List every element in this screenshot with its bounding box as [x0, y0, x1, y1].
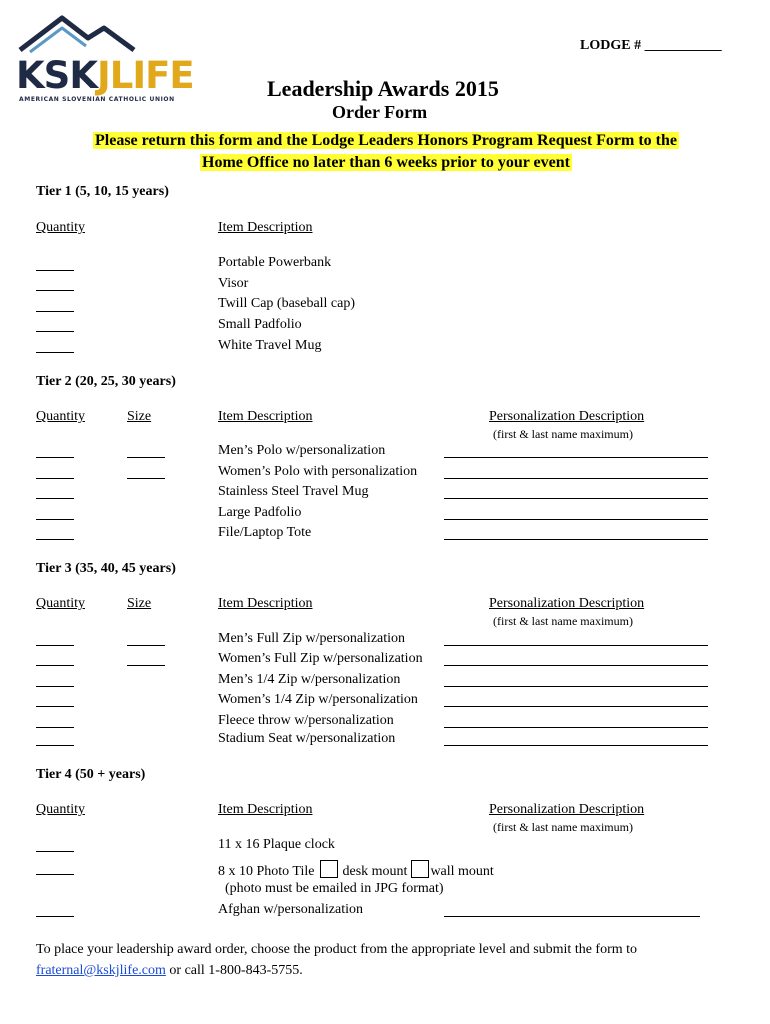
tier4-personalization-note: (first & last name maximum) — [493, 820, 633, 834]
item-label: Afghan w/personalization — [218, 902, 364, 917]
quantity-input[interactable] — [36, 653, 74, 666]
personalization-input[interactable] — [444, 904, 700, 917]
quantity-input[interactable] — [36, 445, 74, 458]
personalization-input[interactable] — [444, 466, 708, 479]
tier2-item-header: Item Description — [218, 409, 313, 424]
size-input[interactable] — [127, 633, 165, 646]
tier3-personalization-note: (first & last name maximum) — [493, 614, 633, 628]
tier2-personalization-note: (first & last name maximum) — [493, 427, 633, 441]
personalization-input[interactable] — [444, 733, 708, 746]
tier3-size-header: Size — [127, 596, 152, 611]
size-input[interactable] — [127, 445, 165, 458]
personalization-input[interactable] — [444, 694, 708, 707]
item-label: Stainless Steel Travel Mug — [218, 484, 369, 499]
personalization-input[interactable] — [444, 633, 708, 646]
email-link[interactable]: fraternal@kskjlife.com — [36, 963, 166, 978]
item-label: Women’s Full Zip w/personalization — [218, 651, 423, 666]
tier3-heading: Tier 3 (35, 40, 45 years) — [36, 561, 176, 576]
tier2-quantity-header: Quantity — [36, 409, 85, 424]
quantity-input[interactable] — [36, 507, 74, 520]
item-label: File/Laptop Tote — [218, 525, 312, 540]
item-label: Men’s Polo w/personalization — [218, 443, 386, 458]
item-label: 11 x 16 Plaque clock — [218, 837, 335, 852]
wall-mount-label: wall mount — [430, 864, 494, 879]
quantity-input[interactable] — [36, 839, 74, 852]
tier2-heading: Tier 2 (20, 25, 30 years) — [36, 374, 176, 389]
quantity-input[interactable] — [36, 674, 74, 687]
item-label: Women’s 1/4 Zip w/personalization — [218, 692, 418, 707]
quantity-input[interactable] — [36, 733, 74, 746]
item-label: Fleece throw w/personalization — [218, 713, 394, 728]
phone-text: or call 1-800-843-5755. — [165, 963, 303, 978]
quantity-input[interactable] — [36, 527, 74, 540]
photo-tile-row — [218, 860, 494, 880]
return-notice-line2: Home Office no later than 6 weeks prior to your event — [202, 154, 570, 171]
item-label: Stadium Seat w/personalization — [218, 731, 396, 746]
item-label: Men’s Full Zip w/personalization — [218, 631, 406, 646]
tier1-item-header: Item Description — [218, 220, 313, 235]
tier4-item-header: Item Description — [218, 802, 313, 817]
tier2-size-header: Size — [127, 409, 152, 424]
footer-instructions: To place your leadership award order, choose the product from the appropriate level and submit the form to — [36, 942, 638, 957]
lodge-number-field[interactable]: LODGE # ___________ — [580, 38, 722, 53]
personalization-input[interactable] — [444, 445, 708, 458]
kskj-life-logo — [16, 12, 196, 104]
personalization-input[interactable] — [444, 715, 708, 728]
tier1-quantity-header: Quantity — [36, 220, 85, 235]
wall-mount-checkbox[interactable] — [411, 860, 429, 878]
item-label: Men’s 1/4 Zip w/personalization — [218, 672, 401, 687]
desk-mount-label: desk mount — [342, 864, 408, 879]
item-label: Twill Cap (baseball cap) — [218, 296, 356, 311]
item-label: Portable Powerbank — [218, 255, 332, 270]
quantity-input[interactable] — [36, 486, 74, 499]
tier3-quantity-header: Quantity — [36, 596, 85, 611]
item-label: Large Padfolio — [218, 505, 302, 520]
page-subtitle: Order Form — [332, 102, 428, 122]
tier4-heading: Tier 4 (50 + years) — [36, 767, 146, 782]
quantity-input[interactable] — [36, 319, 74, 332]
logo-tagline: AMERICAN SLOVENIAN CATHOLIC UNION — [19, 96, 175, 103]
tier1-heading: Tier 1 (5, 10, 15 years) — [36, 184, 169, 199]
quantity-input[interactable] — [36, 466, 74, 479]
personalization-input[interactable] — [444, 527, 708, 540]
return-notice — [52, 130, 720, 174]
quantity-input[interactable] — [36, 694, 74, 707]
item-label: White Travel Mug — [218, 338, 322, 353]
quantity-input[interactable] — [36, 862, 74, 875]
tier2-personalization-header: Personalization Description — [489, 409, 645, 424]
size-input[interactable] — [127, 466, 165, 479]
return-notice-line1: Please return this form and the Lodge Leaders Honors Program Request Form to the — [95, 132, 677, 149]
logo-wordmark: KSKJLIFE — [16, 54, 194, 97]
quantity-input[interactable] — [36, 278, 74, 291]
item-label: Visor — [218, 276, 249, 291]
item-label: Small Padfolio — [218, 317, 302, 332]
personalization-input[interactable] — [444, 486, 708, 499]
personalization-input[interactable] — [444, 674, 708, 687]
footer-contact — [36, 963, 303, 979]
desk-mount-checkbox[interactable] — [320, 860, 338, 878]
size-input[interactable] — [127, 653, 165, 666]
quantity-input[interactable] — [36, 715, 74, 728]
tier3-item-header: Item Description — [218, 596, 313, 611]
tier4-personalization-header: Personalization Description — [489, 802, 645, 817]
item-label: 8 x 10 Photo Tile — [218, 864, 315, 879]
page-title: Leadership Awards 2015 — [267, 76, 499, 101]
tier4-quantity-header: Quantity — [36, 802, 85, 817]
item-label: Women’s Polo with personalization — [218, 464, 418, 479]
quantity-input[interactable] — [36, 299, 74, 312]
tier3-personalization-header: Personalization Description — [489, 596, 645, 611]
personalization-input[interactable] — [444, 507, 708, 520]
quantity-input[interactable] — [36, 258, 74, 271]
quantity-input[interactable] — [36, 340, 74, 353]
quantity-input[interactable] — [36, 904, 74, 917]
personalization-input[interactable] — [444, 653, 708, 666]
photo-note: (photo must be emailed in JPG format) — [225, 881, 444, 896]
quantity-input[interactable] — [36, 633, 74, 646]
